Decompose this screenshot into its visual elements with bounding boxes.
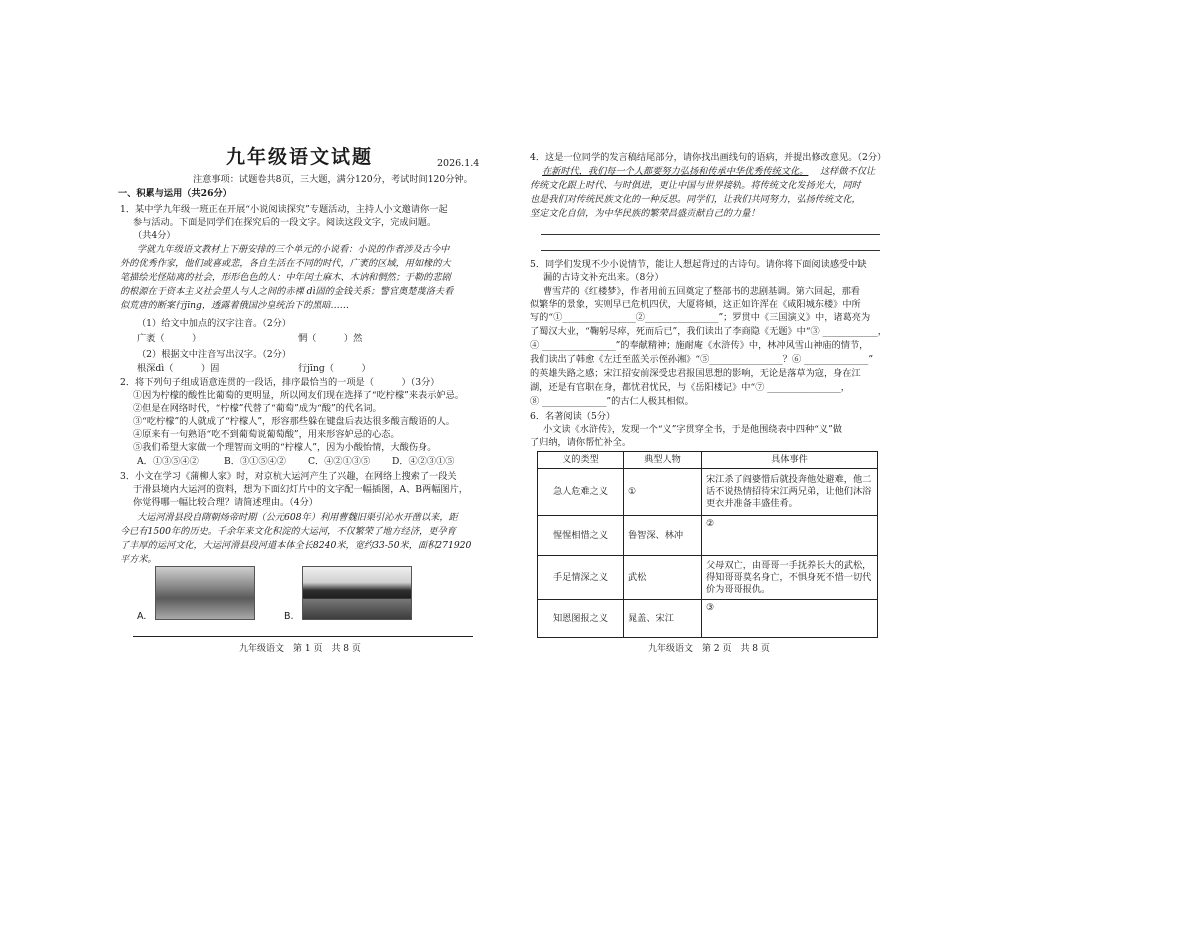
q5-line: 了蜀汉大业，“鞠躬尽瘁，死而后已”，我们读出了李商隐《无题》中“③ ____________， bbox=[530, 326, 887, 337]
q4-cont: 坚定文化自信，为中华民族的繁荣昌盛贡献自己的力量！ bbox=[530, 208, 760, 219]
yi-person[interactable]: ① bbox=[624, 469, 702, 516]
q3-line: 你觉得哪一幅比较合理？请简述理由。（4分） bbox=[133, 497, 318, 508]
yi-person: 鲁智深、林冲 bbox=[624, 516, 702, 556]
image-a-photo bbox=[155, 566, 255, 620]
q1-sub2: （2）根据文中注音写出汉字。（2分） bbox=[137, 349, 292, 360]
q4-answer-line[interactable] bbox=[541, 234, 880, 235]
q5-line: 写的“①________________②________________”；罗贯中《三国演义》中，诸葛亮为 bbox=[530, 312, 871, 323]
yi-person: 武松 bbox=[624, 556, 702, 600]
page1-footer-rule bbox=[133, 636, 473, 637]
q1-sub2-item: 根深dì（ ）固 bbox=[137, 363, 220, 374]
page1-footer: 九年级语文 第 1 页 共 8 页 bbox=[239, 644, 361, 654]
q4-line: 4．这是一位同学的发言稿结尾部分，请你找出画线句的语病，并提出修改意见。（2分） bbox=[530, 152, 887, 163]
yi-event: 宋江杀了阎婆惜后就投奔他处避难，他二话不说热情招待宋江两兄弟，让他们沐浴更衣并准备丰盛佳肴。 bbox=[702, 469, 878, 516]
q3-line: 于滑县境内大运河的资料，想为下面幻灯片中的文字配一幅插图，A、B两幅图片， bbox=[133, 484, 468, 495]
q1-sub1-item: 广袤（ ） bbox=[137, 333, 202, 344]
q5-line: 5．同学们发现不少小说情节，能让人想起背过的古诗句。请你将下面阅读感受中缺 bbox=[530, 259, 867, 270]
q4-cont: 传统文化跟上时代、与时俱进，更让中国与世界接轨。将传统文化发扬光大，同时 bbox=[530, 180, 861, 191]
page-title: 九年级语文试题 bbox=[226, 146, 374, 168]
q1-sub1-item: 惘（ ）然 bbox=[298, 333, 363, 344]
table-header: 典型人物 bbox=[624, 452, 702, 469]
table-header: 义的类型 bbox=[538, 452, 624, 469]
q4-answer-line[interactable] bbox=[541, 250, 880, 251]
yi-event[interactable]: ② bbox=[702, 516, 878, 556]
q6-line: 了归纳，请你帮忙补全。 bbox=[530, 437, 632, 448]
q2-line: ⑤我们希望大家做一个理智而文明的“柠檬人”，因为小酸怡情，大酸伤身。 bbox=[133, 442, 437, 453]
q1-line: 1．某中学九年级一班正在开展“小说阅读探究”专题活动，主持人小文邀请你一起 bbox=[120, 204, 448, 215]
q5-line: 的英雄失路之感；宋江招安前深受忠君报国思想的影响，无论是落草为寇，身在江 bbox=[530, 368, 861, 379]
q1-passage-line: 学就九年级语文教材上下册安排的三个单元的小说看：小说的作者涉及古今中 bbox=[137, 244, 450, 255]
q2-line: ①因为柠檬的酸性比葡萄的更明显，所以网友们现在选择了“吃柠檬”来表示妒忌。 bbox=[133, 390, 464, 401]
yi-type: 知恩图报之义 bbox=[538, 600, 624, 638]
q1-passage-line: 笔描绘光怪陆离的社会，形形色色的人：中年闰土麻木、木讷和惘然；于勒的悲剧 bbox=[120, 272, 451, 283]
q4-text-tail: 这样做不仅让 bbox=[820, 166, 876, 177]
table-row bbox=[538, 469, 878, 516]
q2-option: C．④②①③⑤ bbox=[308, 456, 371, 467]
yi-person: 晁盖、宋江 bbox=[624, 600, 702, 638]
q1-line: 参与活动。下面是同学们在探究后的一段文字。阅读这段文字，完成问题。 bbox=[133, 217, 437, 228]
yi-table bbox=[537, 451, 878, 638]
q2-line: ②但是在网络时代，“柠檬”代替了“葡萄”成为“酸”的代名词。 bbox=[133, 403, 382, 414]
q6-title: 6．名著阅读（5分） bbox=[530, 411, 616, 422]
q5-line: 我们读出了韩愈《左迁至蓝关示侄孙湘》“⑤________________？⑥ ______________” bbox=[530, 354, 874, 365]
q6-line: 小文读《水浒传》，发现一个“义”字贯穿全书，于是他围绕表中四种“义”做 bbox=[543, 424, 842, 435]
exam-date: 2026.1.4 bbox=[437, 158, 480, 169]
q5-line: ④ ________________”的奉献精神；施耐庵《水浒传》中，林冲风雪山神庙的情节， bbox=[530, 340, 869, 351]
q1-passage-line: 似荒唐的断案行jīng，透露着俄国沙皇统治下的黑暗…… bbox=[120, 300, 349, 311]
table-row bbox=[538, 556, 878, 600]
q1-line: （共4分） bbox=[133, 230, 176, 241]
section-heading: 一、积累与运用（共26分） bbox=[118, 188, 232, 199]
q3-material-line: 平方米。 bbox=[120, 554, 157, 565]
q5-line: 漏的古诗文补充出来。（8分） bbox=[543, 272, 664, 283]
q1-sub1: （1）给文中加点的汉字注音。（2分） bbox=[137, 318, 292, 329]
q2-line: 2．将下列句子组成语意连贯的一段话，排序最恰当的一项是（ ）（3分） bbox=[120, 377, 440, 388]
q2-line: ④原来有一句熟语“吃不到葡萄说葡萄酸”，用来形容妒忌的心态。 bbox=[133, 429, 400, 440]
notice: 注意事项：试题卷共8页，三大题，满分120分，考试时间120分钟。 bbox=[193, 174, 473, 185]
q5-line: 似繁华的景象，实则早已危机四伏，大厦将倾，这正如许浑在《咸阳城东楼》中所 bbox=[530, 299, 861, 310]
yi-type: 惺惺相惜之义 bbox=[538, 516, 624, 556]
table-row bbox=[538, 516, 878, 556]
image-b-label: B. bbox=[284, 611, 294, 622]
image-b-photo bbox=[302, 566, 412, 620]
q2-option: A．①③⑤④② bbox=[137, 456, 199, 467]
image-a-label: A. bbox=[137, 611, 147, 622]
q3-material-line: 今已有1500年的历史。千余年来文化积淀的大运河，不仅繁荣了地方经济，更孕育 bbox=[120, 526, 456, 537]
q2-option: D．④②③①⑤ bbox=[392, 456, 455, 467]
q3-line: 3．小文在学习《蒲柳人家》时，对京杭大运河产生了兴趣，在网络上搜索了一段关 bbox=[120, 471, 457, 482]
q2-line: ③“吃柠檬”的人就成了“柠檬人”，形容那些躲在键盘后表达很多酸言酸语的人。 bbox=[133, 416, 455, 427]
page2-footer: 九年级语文 第 2 页 共 8 页 bbox=[648, 644, 770, 654]
q1-passage-line: 外的优秀作家，他们或喜或悲，各自生活在不同的时代，广袤的区域，用如椽的大 bbox=[120, 258, 451, 269]
q5-line: ⑧ ______________”的古仁人极其相似。 bbox=[530, 396, 694, 407]
q4-cont: 也是我们对传统民族文化的一种反思。同学们，让我们共同努力，弘扬传统文化， bbox=[530, 194, 861, 205]
q4-underlined-sentence: 在新时代，我们每一个人都要努力弘扬和传承中华优秀传统文化。 bbox=[542, 166, 809, 177]
table-row bbox=[538, 600, 878, 638]
yi-event: 父母双亡，由哥哥一手抚养长大的武松，得知哥哥莫名身亡，不惧身死不惜一切代价为哥哥报仇。 bbox=[702, 556, 878, 600]
q1-passage-line: 的根源在于资本主义社会里人与人之间的赤裸 dì固的金钱关系；警官奥楚蔑洛夫看 bbox=[120, 286, 454, 297]
q1-sub2-item: 行jīng（ ） bbox=[298, 363, 371, 374]
q5-line: 曹雪芹的《红楼梦》，作者用前五回奠定了整部书的悲剧基调。第六回起，那看 bbox=[543, 286, 860, 297]
q3-material-line: 大运河滑县段自隋朝炀帝时期（公元608年）利用曹魏旧渠引沁水开凿以来，距 bbox=[137, 512, 458, 523]
yi-type: 急人危难之义 bbox=[538, 469, 624, 516]
yi-event[interactable]: ③ bbox=[702, 600, 878, 638]
yi-type: 手足情深之义 bbox=[538, 556, 624, 600]
q3-material-line: 了丰厚的运河文化，大运河滑县段河道本体全长8240米，宽约33-50米，面积271920 bbox=[120, 540, 472, 551]
table-header: 具体事件 bbox=[702, 452, 878, 469]
q2-option: B．③①⑤④② bbox=[224, 456, 286, 467]
q5-line: 湖，还是有官职在身，都忧君忧民，与《岳阳楼记》中“⑦ ________________， bbox=[530, 382, 850, 393]
